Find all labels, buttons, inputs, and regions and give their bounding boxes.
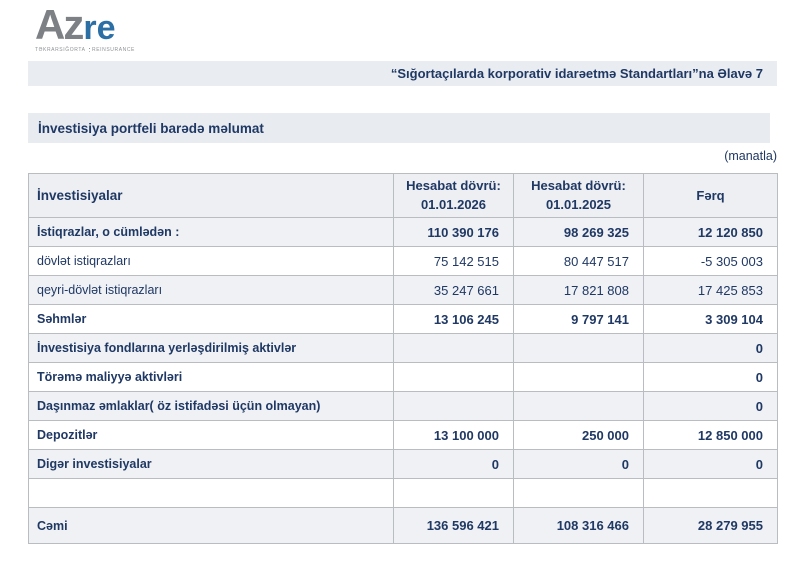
unit-note: (manatla)	[724, 149, 777, 163]
table-row	[29, 218, 778, 247]
header-period-current-date: 01.01.2026	[420, 196, 487, 212]
row-label-cell: Daşınmaz əmlaklar( öz istifadəsi üçün olmayan)	[29, 392, 394, 421]
investment-table	[28, 173, 778, 544]
value-current-cell: 136 596 421	[394, 508, 514, 544]
header-investments: İnvestisiyalar	[29, 174, 394, 218]
value-prior-cell	[514, 392, 644, 421]
table-row	[29, 450, 778, 479]
value-diff-cell: 0	[644, 363, 778, 392]
row-label-cell: qeyri-dövlət istiqrazları	[29, 276, 394, 305]
logo-tagline-left: TƏKRARSIĞORTA	[35, 47, 86, 53]
value-current-cell	[394, 363, 514, 392]
value-prior-cell	[514, 334, 644, 363]
value-current-cell: 0	[394, 450, 514, 479]
value-diff-cell: -5 305 003	[644, 247, 778, 276]
value-prior-cell	[514, 479, 644, 508]
row-label-cell: İnvestisiya fondlarına yerləşdirilmiş aktivlər	[29, 334, 394, 363]
header-period-prior-label: Hesabat dövrü:	[531, 177, 626, 193]
table-row	[29, 392, 778, 421]
value-prior-cell: 9 797 141	[514, 305, 644, 334]
row-label-cell: Digər investisiyalar	[29, 450, 394, 479]
value-diff-cell: 17 425 853	[644, 276, 778, 305]
table-row	[29, 363, 778, 392]
table-row	[29, 334, 778, 363]
annex-bar	[28, 61, 777, 86]
value-diff-cell: 12 850 000	[644, 421, 778, 450]
row-label-cell: Cəmi	[29, 508, 394, 544]
logo-text-az: Az	[35, 1, 83, 48]
annex-note: “Sığortaçılarda korporativ idarəetmə Standartları”na Əlavə 7	[390, 66, 763, 81]
table-total-row	[29, 508, 778, 544]
value-prior-cell: 0	[514, 450, 644, 479]
value-current-cell: 13 106 245	[394, 305, 514, 334]
value-diff-cell	[644, 479, 778, 508]
logo-wordmark	[35, 1, 135, 48]
table-row	[29, 276, 778, 305]
row-label-cell	[29, 479, 394, 508]
value-diff-cell: 3 309 104	[644, 305, 778, 334]
logo-tagline-right: REINSURANCE	[92, 47, 135, 53]
value-current-cell	[394, 479, 514, 508]
value-current-cell: 13 100 000	[394, 421, 514, 450]
section-title-bar	[28, 113, 770, 143]
value-diff-cell: 12 120 850	[644, 218, 778, 247]
logo-text-re: re	[83, 9, 116, 47]
logo-tagline	[35, 47, 135, 53]
azre-logo	[35, 1, 135, 53]
row-label-cell: Törəmə maliyyə aktivləri	[29, 363, 394, 392]
table-row	[29, 421, 778, 450]
row-label-cell: Səhmlər	[29, 305, 394, 334]
header-period-prior	[514, 174, 644, 218]
value-prior-cell: 250 000	[514, 421, 644, 450]
value-diff-cell: 28 279 955	[644, 508, 778, 544]
value-diff-cell: 0	[644, 450, 778, 479]
value-prior-cell: 80 447 517	[514, 247, 644, 276]
section-title: İnvestisiya portfeli barədə məlumat	[38, 120, 264, 136]
value-diff-cell: 0	[644, 334, 778, 363]
value-diff-cell: 0	[644, 392, 778, 421]
table-header-row	[29, 174, 778, 218]
value-current-cell	[394, 334, 514, 363]
value-current-cell: 110 390 176	[394, 218, 514, 247]
header-difference: Fərq	[644, 174, 778, 218]
header-period-prior-date: 01.01.2025	[545, 196, 612, 212]
value-prior-cell: 98 269 325	[514, 218, 644, 247]
table-row	[29, 479, 778, 508]
header-period-current-label: Hesabat dövrü:	[406, 177, 501, 193]
row-label-cell: İstiqrazlar, o cümlədən :	[29, 218, 394, 247]
value-prior-cell: 108 316 466	[514, 508, 644, 544]
value-current-cell	[394, 392, 514, 421]
value-current-cell: 35 247 661	[394, 276, 514, 305]
value-prior-cell	[514, 363, 644, 392]
row-label-cell: Depozitlər	[29, 421, 394, 450]
table-row	[29, 247, 778, 276]
value-current-cell: 75 142 515	[394, 247, 514, 276]
row-label-cell: dövlət istiqrazları	[29, 247, 394, 276]
value-prior-cell: 17 821 808	[514, 276, 644, 305]
table-row	[29, 305, 778, 334]
header-period-current	[394, 174, 514, 218]
